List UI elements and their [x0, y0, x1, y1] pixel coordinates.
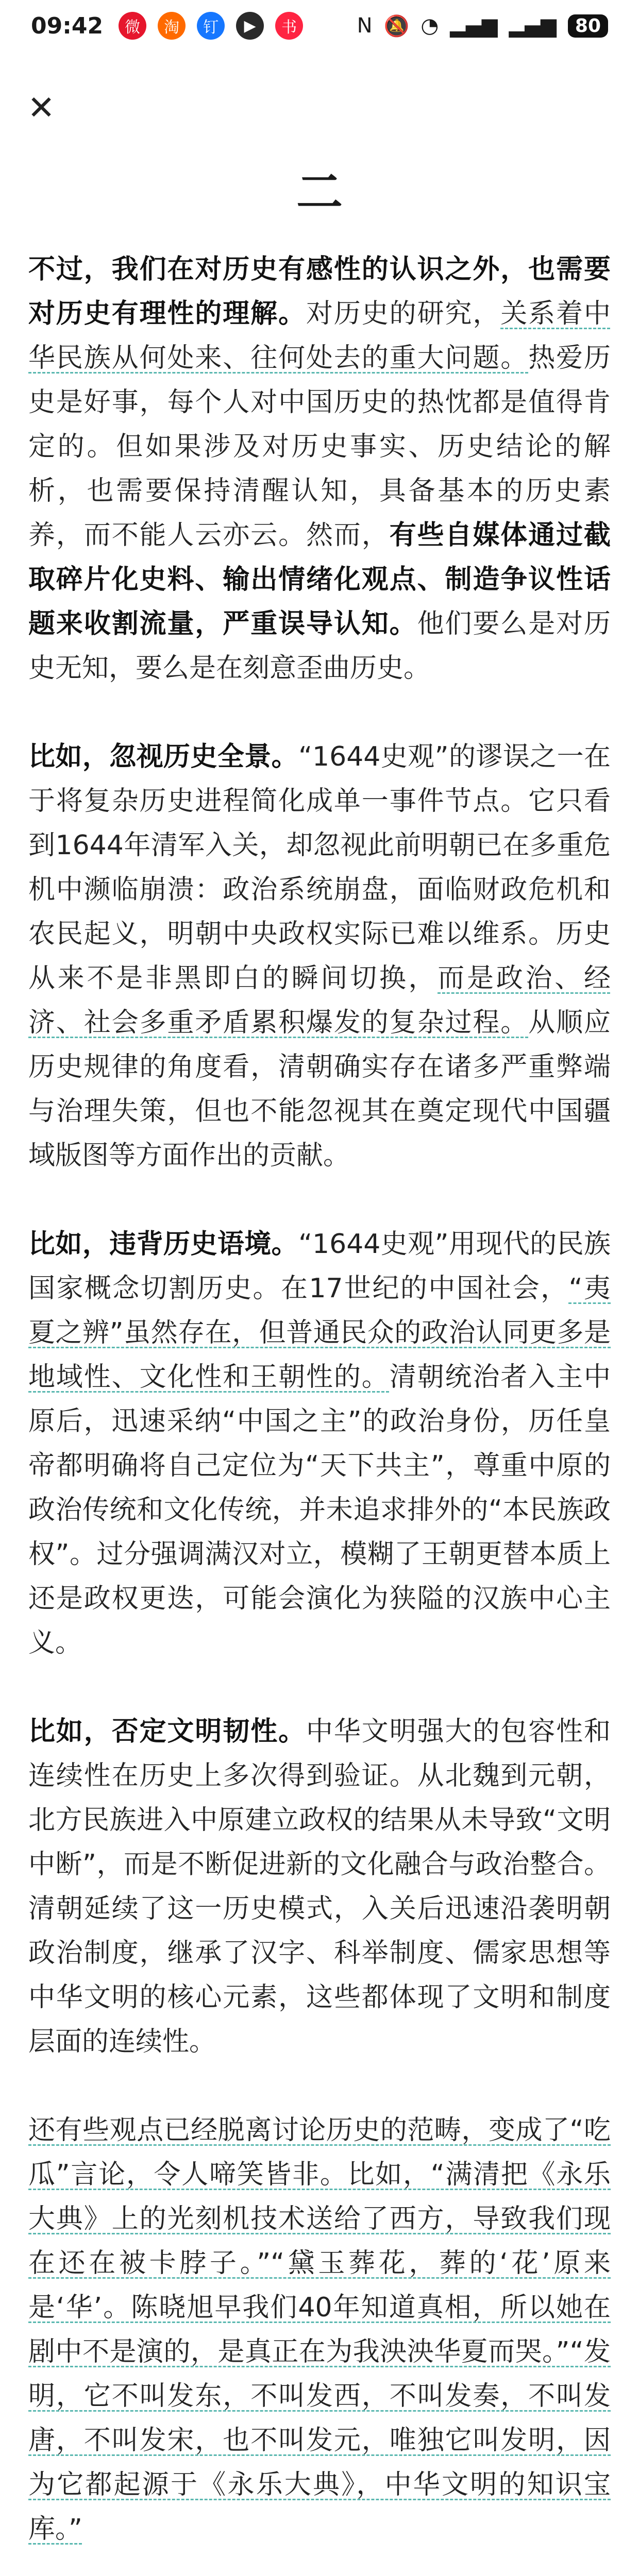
weibo-icon: 微 [119, 12, 146, 40]
underlined-text: “夷夏之辨”虽然存在，但普通民众的政治认同更多是地域性、文化性和王朝性的。 [28, 1273, 611, 1393]
article-paragraph [28, 1709, 611, 2064]
article-paragraph [28, 1222, 611, 1665]
wifi-icon: ◔ [421, 14, 439, 38]
bold-text: 不过，我们在对历史有感性的认识之外，也需要对历史有理性的理解。 [28, 254, 611, 329]
mute-icon: 🔕 [383, 14, 410, 38]
battery-badge: 80 [568, 14, 608, 38]
underlined-text: 关系着中华民族从何处来、往何处去的重大问题。 [28, 298, 611, 374]
close-button[interactable] [21, 88, 62, 129]
bold-text: 有些自媒体通过截取碎片化史料、输出情绪化观点、制造争议性话题来收割流量，严重误导认知。 [28, 520, 611, 639]
body-text: 从顺应历史规律的角度看，清朝确实存在诸多严重弊端与治理失策，但也不能忽视其在奠定现代中国疆域版图等方面作出的贡献。 [28, 1007, 611, 1171]
bold-text: 比如，忽视历史全景。 [28, 741, 299, 772]
signal-icon-2: ▂▄▆ [509, 14, 557, 38]
xiaohongshu-icon: 书 [275, 12, 303, 40]
video-icon: ▶ [236, 12, 264, 40]
body-text: 中华文明强大的包容性和连续性在历史上多次得到验证。从北魏到元朝，北方民族进入中原建立政权的结果从未导致“文明中断”，而是不断促进新的文化融合与政治整合。清朝延续了这一历史模式，入关后迅速沿袭明朝政治制度，继承了汉字、科举制度、儒家思想等中华文明的核心元素，这些都体现了文明和制度层面的连续性。 [28, 1716, 611, 2057]
bold-text: 比如，违背历史语境。 [28, 1229, 299, 1260]
body-text: 热爱历史是好事，每个人对中国历史的热忱都是值得肯定的。但如果涉及对历史事实、历史结论的解析，也需要保持清醒认知，具备基本的历史素养，而不能人云亦云。然而， [28, 343, 611, 551]
status-indicators [357, 14, 608, 38]
dingtalk-icon: 钉 [197, 12, 225, 40]
underlined-text: 还有些观点已经脱离讨论历史的范畴，变成了“吃瓜”言论，令人啼笑皆非。比如，“满清把《永乐大典》上的光刻机技术送给了西方，导致我们现在还在被卡脖子。”“黛玉葬花，葬的‘花’原来是‘华’。陈晓旭早我们40年知道真相，所以她在剧中不是演的，是真正在为我泱泱华夏而哭。”“发明，它不叫发东，不叫发西，不叫发奏，不叫发唐，不叫发宋，也不叫发元，唯独它叫发明，因为它都起源于《永乐大典》，中华文明的知识宝库。” [28, 2115, 611, 2545]
section-number: 二 [296, 165, 343, 219]
article-paragraph [28, 247, 611, 690]
body-text: “1644史观”的谬误之一在于将复杂历史进程简化成单一事件节点。它只看到1644年清军入关，却忽视此前明朝已在多重危机中濒临崩溃：政治系统崩盘，面临财政危机和农民起义，明朝中央政权实际已难以维系。历史从来不是非黑即白的瞬间切换， [28, 741, 611, 994]
body-text: “1644史观”用现代的民族国家概念切割历史。在17世纪的中国社会， [28, 1229, 611, 1304]
signal-icon: ▂▄▆ [450, 14, 498, 38]
nav-bar [0, 77, 639, 139]
status-bar [0, 0, 639, 52]
article-paragraph [28, 735, 611, 1178]
body-text: 清朝统治者入主中原后，迅速采纳“中国之主”的政治身份，历任皇帝都明确将自己定位为“天下共主”，尊重中原的政治传统和文化传统，并未追求排外的“本民族政权”。过分强调满汉对立，模糊了王朝更替本质上还是政权更迭，可能会演化为狭隘的汉族中心主义。 [28, 1362, 611, 1658]
close-icon: ✕ [27, 89, 55, 127]
article-paragraph [28, 2108, 611, 2551]
status-time: 09:42 [31, 12, 104, 39]
nfc-icon: N [357, 14, 373, 38]
body-text: 对历史的研究， [306, 298, 501, 329]
underlined-text: 而是政治、经济、社会多重矛盾累积爆发的复杂过程。 [28, 963, 611, 1038]
body-text: 他们要么是对历史无知，要么是在刻意歪曲历史。 [28, 608, 611, 684]
taobao-icon: 淘 [158, 12, 186, 40]
article-body [28, 247, 611, 2576]
bold-text: 比如，否定文明韧性。 [28, 1716, 306, 1747]
status-app-icons [119, 12, 303, 40]
